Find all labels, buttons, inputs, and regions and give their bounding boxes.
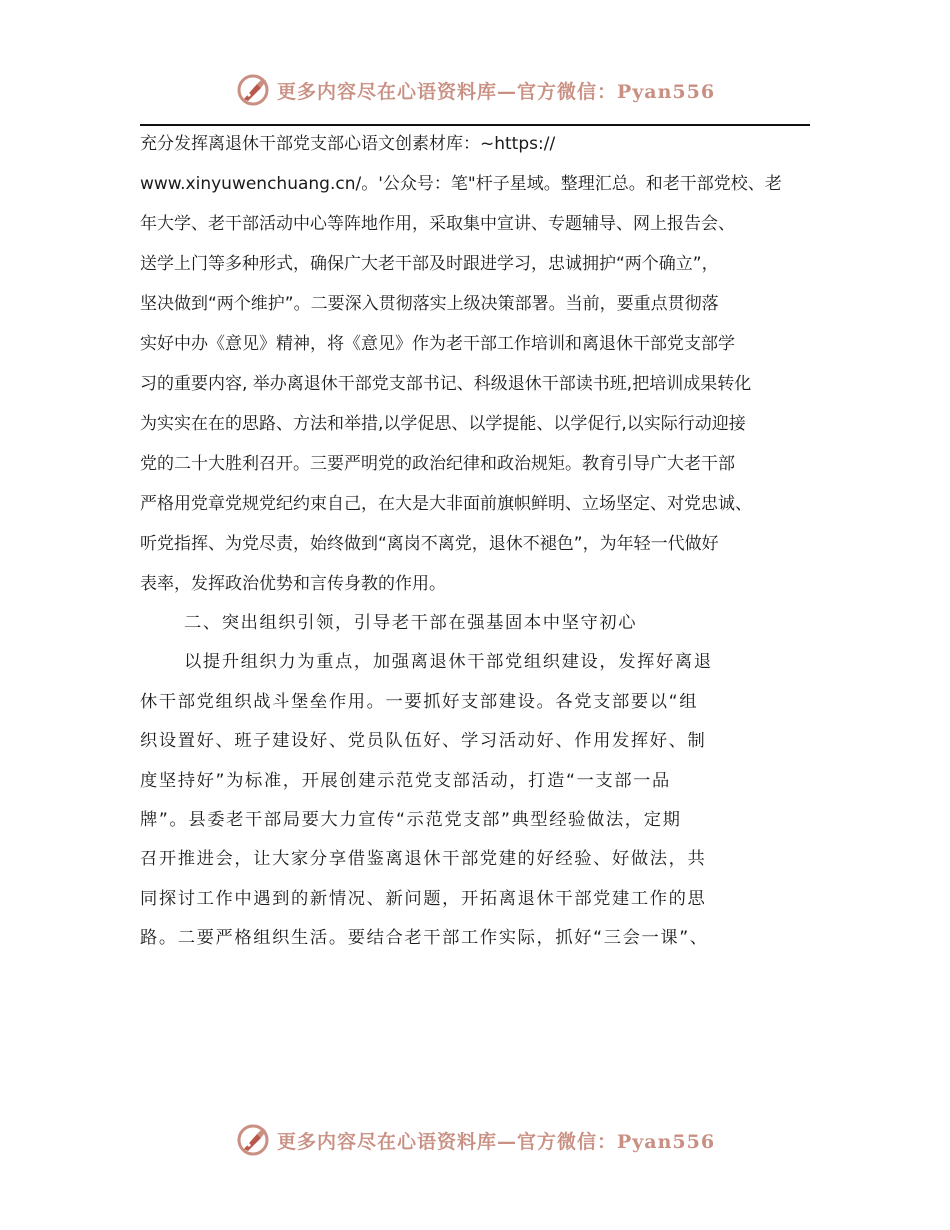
text-line: 坚决做到“两个维护”。二要深入贯彻落实上级决策部署。当前，要重点贯彻落	[140, 294, 719, 314]
footer-banner-text: 更多内容尽在心语资料库—官方微信：Pyan556	[276, 1130, 716, 1153]
text-line: 党的二十大胜利召开。三要严明党的政治纪律和政治规矩。教育引导广大老干部	[140, 454, 735, 474]
text-line: 召开推进会，让大家分享借鉴离退休干部党建的好经验、好做法，共	[140, 849, 707, 870]
text-line: 牌”。县委老干部局要大力宣传“示范党支部”典型经验做法，定期	[140, 809, 682, 830]
text-line: 严格用党章党规党纪约束自己，在大是大非面前旗帜鲜明、立场坚定、对党忠诚、	[140, 494, 752, 514]
text-line: www.xinyuwenchuang.cn/。'公众号：笔"杆子星域。整理汇总。和老干部党校、老	[140, 174, 782, 194]
text-line: 为实实在在的思路、方法和举措,以学促思、以学提能、以学促行,以实际行动迎接	[140, 414, 746, 434]
paragraph-1	[140, 124, 820, 604]
text-line: 度坚持好”为标准，开展创建示范党支部活动，打造“一支部一品	[140, 770, 671, 791]
document-body	[140, 124, 820, 959]
text-line: 表率，发挥政治优势和言传身教的作用。	[140, 574, 446, 594]
header-banner-text: 更多内容尽在心语资料库—官方微信：Pyan556	[276, 80, 716, 103]
text-line: 织设置好、班子建设好、党员队伍好、学习活动好、作用发挥好、制	[140, 731, 707, 752]
text-line: 以提升组织力为重点，加强离退休干部党组织建设，发挥好离退	[184, 652, 713, 673]
text-line: 充分发挥离退休干部党支部心语文创素材库：~https://	[140, 134, 556, 154]
text-line: 路。二要严格组织生活。要结合老干部工作实际，抓好“三会一课”、	[140, 928, 709, 949]
text-line: 同探讨工作中遇到的新情况、新问题，开拓离退休干部党建工作的思	[140, 888, 707, 909]
section-heading: 二、突出组织引领，引导老干部在强基固本中坚守初心	[184, 613, 638, 633]
text-line: 听党指挥、为党尽责，始终做到“离岗不离党，退休不褪色”，为年轻一代做好	[140, 534, 719, 554]
fountain-pen-logo-icon	[235, 1122, 271, 1158]
text-line: 送学上门等多种形式，确保广大老干部及时跟进学习，忠诚拥护“两个确立”，	[140, 254, 719, 274]
text-line: 习的重要内容, 举办离退休干部党支部书记、科级退休干部读书班,把培训成果转化	[140, 374, 752, 394]
text-line: 休干部党组织战斗堡垒作用。一要抓好支部建设。各党支部要以“组	[140, 691, 699, 712]
header-banner	[0, 70, 950, 110]
fountain-pen-logo-icon	[235, 72, 271, 108]
paragraph-2	[140, 643, 820, 958]
text-line: 实好中办《意见》精神，将《意见》作为老干部工作培训和离退休干部党支部学	[140, 334, 735, 354]
text-line: 年大学、老干部活动中心等阵地作用，采取集中宣讲、专题辅导、网上报告会、	[140, 214, 735, 234]
footer-banner	[0, 1120, 950, 1160]
